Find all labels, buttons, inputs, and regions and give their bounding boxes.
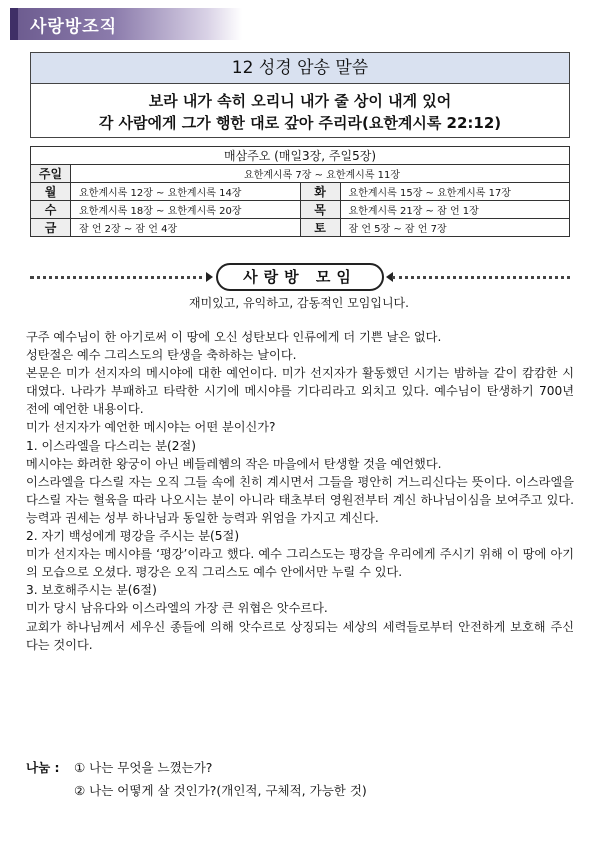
reading-range: 잠 언 5장 ~ 잠 언 7장 (340, 219, 570, 237)
memory-verse-title: 12 성경 암송 말씀 (31, 53, 569, 84)
table-row (31, 219, 570, 237)
table-row (31, 165, 570, 183)
arrow-right-icon (206, 272, 213, 282)
body-paragraph: 성탄절은 예수 그리스도의 탄생을 축하하는 날이다. (26, 348, 297, 363)
body-paragraph: 구주 예수님이 한 아기로써 이 땅에 오신 성탄보다 인류에게 더 기쁜 날은 없다. (26, 330, 442, 344)
body-paragraph: 교회가 하나님께서 세우신 종들에 의해 앗수르로 상징되는 세상의 세력들로부터 안전하게 보호해 주신다는 것이다. (26, 619, 574, 652)
reading-day-label: 금 (31, 219, 71, 237)
reading-day-label: 화 (300, 183, 340, 201)
memory-verse-line-2: 각 사람에게 그가 행한 대로 갚아 주리라(요한계시록 22:12) (98, 114, 502, 132)
reading-range: 요한계시록 7장 ~ 요한계시록 11장 (71, 165, 570, 183)
meeting-section-title: 사랑방 모임 (216, 263, 384, 291)
header-accent-bar (10, 8, 18, 40)
body-paragraph: 3. 보호해주시는 분(6절) (26, 583, 157, 598)
reading-table-header: 매삼주오 (매일3장, 주일5장) (31, 147, 570, 165)
body-paragraph: 미가 선지자가 예언한 메시야는 어떤 분이신가? (26, 420, 276, 435)
reading-day-label: 주일 (31, 165, 71, 183)
sharing-question-1: ① 나는 무엇을 느꼈는가? (74, 760, 213, 775)
sharing-label: 나눔 : (26, 760, 60, 775)
body-paragraph: 2. 자기 백성에게 평강을 주시는 분(5절) (26, 529, 240, 544)
body-paragraph: 1. 이스라엘을 다스리는 분(2절) (26, 438, 197, 453)
bible-reading-table (30, 146, 570, 237)
sermon-body (26, 328, 574, 654)
sharing-question-2: ② 나는 어떻게 살 것인가?(개인적, 구체적, 가능한 것) (74, 783, 367, 798)
table-row (31, 183, 570, 201)
reading-range: 요한계시록 21장 ~ 잠 언 1장 (340, 201, 570, 219)
body-paragraph: 이스라엘을 다스릴 자는 오직 그들 속에 친히 계시면서 그들을 평안히 거느리신다는 뜻이다. 이스라엘을 다스릴 자는 혈육을 따라 나오시는 분이 아니라 태초부터 영원전부터 계신 하나님이심을 보여주고 있다. 능력과 권세는 성부 하나님과 동일한 능력과 위엄을 가지고 계신다. (26, 474, 574, 525)
reading-day-label: 목 (300, 201, 340, 219)
dotted-divider-left (30, 276, 210, 279)
table-row (31, 201, 570, 219)
dotted-divider-right (392, 276, 570, 279)
body-paragraph: 미가 당시 남유다와 이스라엘의 가장 큰 위협은 앗수르다. (26, 601, 328, 616)
body-paragraph: 메시야는 화려한 왕궁이 아닌 베들레헴의 작은 마을에서 탄생할 것을 예언했다. (26, 456, 442, 471)
memory-verse-box (30, 52, 570, 138)
meeting-subtitle: 재미있고, 유익하고, 감동적인 모임입니다. (189, 296, 409, 310)
reading-day-label: 수 (31, 201, 71, 219)
reading-range: 요한계시록 12장 ~ 요한계시록 14장 (71, 183, 301, 201)
reading-range: 요한계시록 15장 ~ 요한계시록 17장 (340, 183, 570, 201)
body-paragraph: 미가 선지자는 메시야를 ‘평강’이라고 했다. 예수 그리스도는 평강을 우리에게 주시기 위해 이 땅에 아기의 모습으로 오셨다. 평강은 오직 그리스도 예수 안에서만 누릴 수 있다. (26, 547, 574, 580)
body-paragraph: 본문은 미가 선지자의 메시야에 대한 예언이다. 미가 선지자가 활동했던 시기는 밤하늘 같이 캄캄한 시대였다. 나라가 부패하고 타락한 시기에 메시야를 기다리라고 외치고 있다. 예수님이 탄생하기 700년 전에 예언한 내용이다. (26, 366, 574, 417)
reading-day-label: 토 (300, 219, 340, 237)
section-header-title: 사랑방조직 (30, 17, 118, 37)
reading-range: 잠 언 2장 ~ 잠 언 4장 (71, 219, 301, 237)
memory-verse-line-1: 보라 내가 속히 오리니 내가 줄 상이 내게 있어 (148, 92, 452, 110)
reading-day-label: 월 (31, 183, 71, 201)
reading-range: 요한계시록 18장 ~ 요한계시록 20장 (71, 201, 301, 219)
